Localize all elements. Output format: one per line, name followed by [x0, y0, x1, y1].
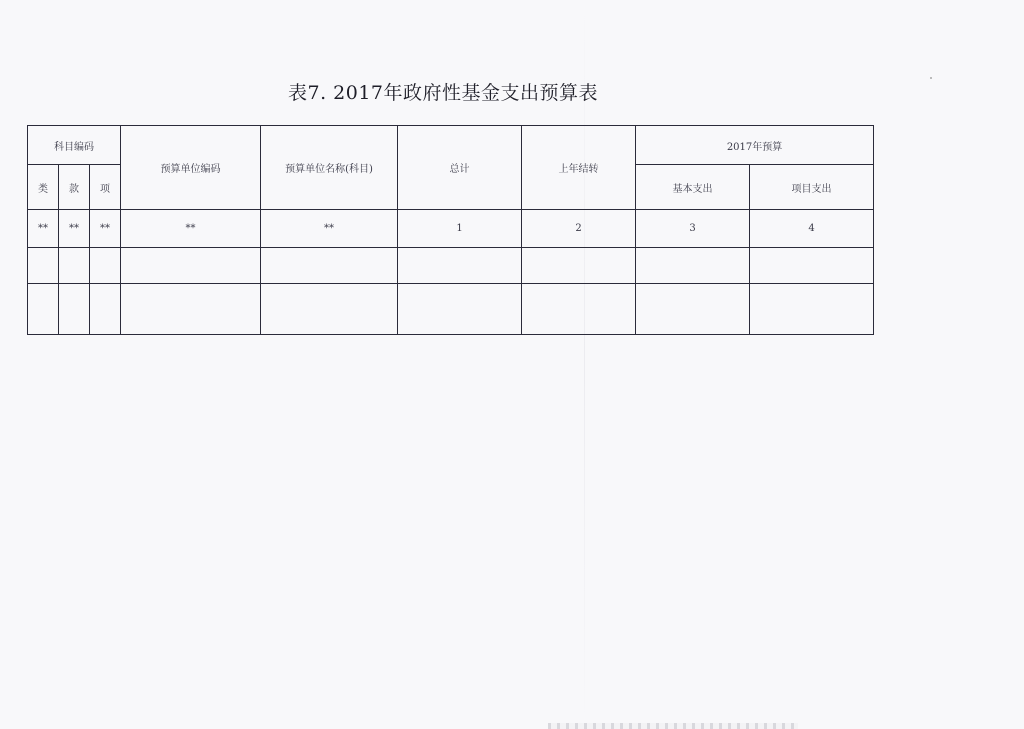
table-cell	[522, 248, 636, 284]
index-unit-code: **	[121, 210, 261, 248]
table-row	[28, 248, 874, 284]
table-cell	[261, 248, 398, 284]
budget-2017-header: 2017年预算	[636, 126, 874, 165]
table-cell	[90, 248, 121, 284]
table-cell	[121, 284, 261, 335]
index-basic-expense: 3	[636, 210, 750, 248]
table-cell	[398, 284, 522, 335]
index-project-expense: 4	[750, 210, 874, 248]
table-cell	[636, 248, 750, 284]
index-kuan: **	[59, 210, 90, 248]
table-cell	[121, 248, 261, 284]
header-row-1	[28, 126, 874, 165]
scan-edge-artifact	[548, 723, 798, 729]
basic-expense-header: 基本支出	[636, 165, 750, 210]
index-unit-name: **	[261, 210, 398, 248]
unit-name-header: 预算单位名称(科目)	[261, 126, 398, 210]
table-cell	[522, 284, 636, 335]
table-cell	[636, 284, 750, 335]
total-header: 总计	[398, 126, 522, 210]
project-expense-header: 项目支出	[750, 165, 874, 210]
table-cell	[261, 284, 398, 335]
unit-code-header: 预算单位编码	[121, 126, 261, 210]
table-cell	[750, 248, 874, 284]
scan-speck	[930, 77, 932, 79]
lei-header: 类	[28, 165, 59, 210]
index-total: 1	[398, 210, 522, 248]
table-cell	[398, 248, 522, 284]
table-cell	[59, 248, 90, 284]
subject-code-header: 科目编码	[28, 126, 121, 165]
table-cell	[59, 284, 90, 335]
index-row	[28, 210, 874, 248]
table-cell	[28, 284, 59, 335]
table-cell	[90, 284, 121, 335]
page-fold	[584, 0, 585, 729]
budget-table	[27, 125, 874, 335]
index-lei: **	[28, 210, 59, 248]
table-cell	[750, 284, 874, 335]
table-cell	[28, 248, 59, 284]
index-carryover: 2	[522, 210, 636, 248]
page-title: 表7. 2017年政府性基金支出预算表	[288, 82, 599, 104]
kuan-header: 款	[59, 165, 90, 210]
table-row	[28, 284, 874, 335]
xiang-header: 项	[90, 165, 121, 210]
carryover-header: 上年结转	[522, 126, 636, 210]
index-xiang: **	[90, 210, 121, 248]
